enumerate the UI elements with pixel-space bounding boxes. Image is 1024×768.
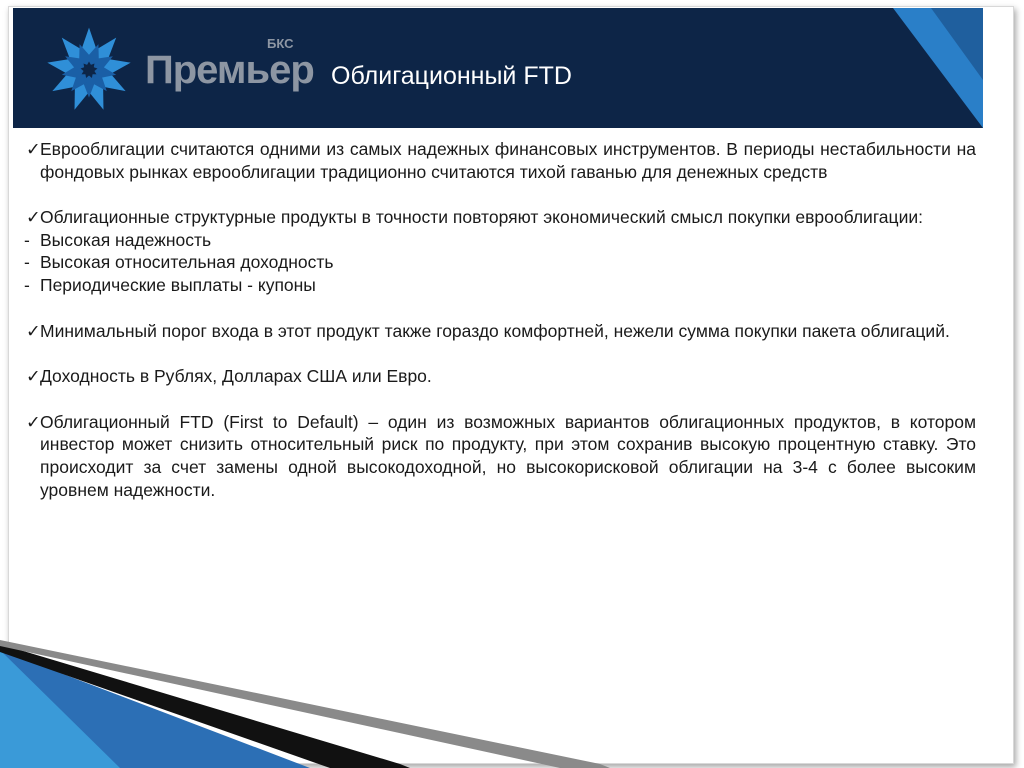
bullet-text: Доходность в Рублях, Долларах США или Евро. <box>40 366 432 387</box>
dash-icon: - <box>24 252 30 273</box>
dash-list-item <box>26 251 976 274</box>
check-mark-icon: ✓ <box>26 366 41 387</box>
bullet-item <box>26 138 976 183</box>
dash-list-text: Высокая надежность <box>40 229 212 250</box>
slide-title: Облигационный FTD <box>331 62 572 90</box>
bottom-swoosh-decoration <box>0 640 1024 768</box>
bullet-text: Еврооблигации считаются одними из самых надежных финансовых инструментов. В периоды нестабильности на фондовых рынках еврооблигации традиционно считаются тихой гаванью для денежных средств <box>40 139 976 182</box>
bullet-item <box>26 206 976 229</box>
bullet-text: Облигационные структурные продукты в точности повторяют экономический смысл покупки еврооблигации: <box>40 207 923 228</box>
bullet-item <box>26 320 976 343</box>
bullet-text: Минимальный порог входа в этот продукт также гораздо комфортней, нежели сумма покупки пакета облигаций. <box>40 320 950 341</box>
bullet-text: Облигационный FTD (First to Default) – один из возможных вариантов облигационных продуктов, в котором инвестор может снизить относительный риск по продукту, при этом сохранив высокую процентную ставку. Это происходит за счет замены одной высокодоходной, но высокорисковой облигации на 3-4 с более высоким уровнем надежности. <box>40 411 976 500</box>
corner-stripe-decoration <box>853 8 983 128</box>
bullet-item <box>26 411 976 501</box>
dash-list-item <box>26 274 976 297</box>
check-mark-icon: ✓ <box>26 139 41 159</box>
dash-icon: - <box>24 229 30 250</box>
dash-icon: - <box>24 274 30 295</box>
check-mark-icon: ✓ <box>26 207 41 228</box>
dash-list-text: Периодические выплаты - купоны <box>40 274 316 295</box>
bks-star-logo-icon <box>43 24 135 116</box>
bullet-item <box>26 365 976 388</box>
slide-content <box>26 138 976 501</box>
slide-header <box>13 8 983 128</box>
brand-superscript: БКС <box>267 36 294 51</box>
dash-list-text: Высокая относительная доходность <box>40 252 334 273</box>
brand-name: Премьер <box>145 48 314 92</box>
check-mark-icon: ✓ <box>26 320 41 341</box>
dash-list-item <box>26 229 976 252</box>
check-mark-icon: ✓ <box>26 411 41 432</box>
